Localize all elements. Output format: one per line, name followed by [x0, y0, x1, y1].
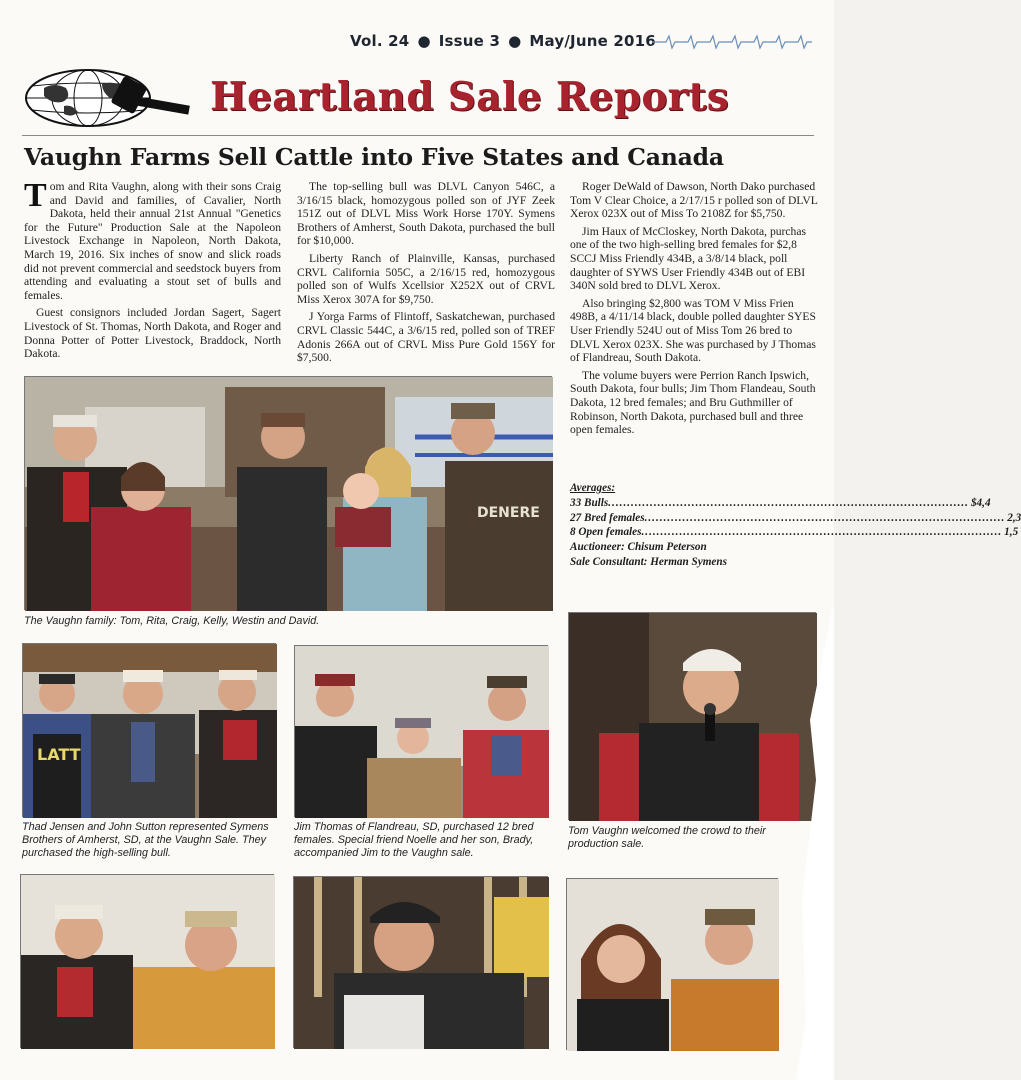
- bottom-photo-1: [20, 874, 274, 1048]
- globe-gavel-logo-icon: [24, 66, 194, 130]
- torn-page-edge: [794, 600, 834, 1080]
- symens-photo-caption: Thad Jensen and John Sutton represented Symens Brothers of Amherst, SD, at the Vaughn Sale. They purchased the high-selling bull.: [22, 821, 269, 859]
- article-paragraph: The volume buyers were Perrion Ranch Ipswich, South Dakota, four bulls; Jim Thom Flandeau, South Dakota, 12 bred females; and Bru Guthmiller of Robinson, North Dakota, purchased bull and three open females.: [570, 368, 816, 437]
- article-paragraph: Tom and Rita Vaughn, along with their sons Craig and David and families, of Cavalier, North Dakota, held their annual 21st Annual "Genetics for the Future" Production Sale at the Napoleon Livestock Exchange in Napoleon, North Dakota, March 19, 2016. Six inches of snow and slick roads did not prevent commercial and seedstock buyers from attending and evaluating a stout set of bulls and females.: [24, 177, 281, 302]
- issue-line: Vol. 24 ● Issue 3 ● May/June 2016: [350, 32, 656, 50]
- heartbeat-line-icon: [652, 32, 812, 52]
- article-paragraph: J Yorga Farms of Flintoff, Saskatchewan, purchased CRVL Classic 544C, a 3/6/15 red, polled son of TREF Adonis 266A out of CRVL Miss Pure Gold 156Y for $7,500.: [297, 310, 555, 365]
- article-paragraph: Guest consignors included Jordan Sagert, Sagert Livestock of St. Thomas, North Dakota, and Roger and Donna Potter of Potter Livestock, Braddock, North Dakota.: [24, 306, 281, 361]
- article-paragraph: Roger DeWald of Dawson, North Dako purchased Tom V Clear Choice, a 2/17/15 r polled son of DLVL Xerox 023X out of Miss To 2108Z for $5,750.: [570, 180, 818, 221]
- article-paragraph: Also bringing $2,800 was TOM V Miss Frien 498B, a 4/11/14 black, double polled daughter SYES User Friendly 524U out of Miss Tom 26 bred to DLVL Xerox 023X. She was purchased by J Thomas of Flandreau, South Dakota.: [570, 296, 816, 365]
- shirt-text: LATT: [37, 745, 81, 764]
- issue-date: May/June 2016: [529, 32, 656, 50]
- sale-averages: [570, 481, 1021, 570]
- tom-speaking-caption: Tom Vaughn welcomed the crowd to their production sale.: [568, 825, 766, 850]
- average-row: 33 Bulls ............................................................................................... $4,4: [570, 496, 991, 509]
- auctioneer-line: Auctioneer: Chisum Peterson: [570, 541, 707, 554]
- symens-photo: [22, 643, 276, 817]
- thomas-photo: [294, 645, 548, 817]
- average-row: 27 Bred females ............................................................................................... 2,3: [570, 511, 1021, 524]
- drop-cap: T: [24, 177, 47, 214]
- bottom-photo-3: [566, 878, 778, 1050]
- article-column-1: [24, 177, 281, 365]
- article-paragraph: Jim Haux of McCloskey, North Dakota, purchas one of the two high-selling bred females for $2,8 SCCJ Miss Friendly 434B, a 3/8/14 black, poll daughter of SYWS User Friendly 434B out of EBI 340N sold bred to DLVL Xerox.: [570, 224, 806, 293]
- volume: Vol. 24: [350, 32, 410, 50]
- hoodie-text: DENERE: [477, 505, 540, 521]
- consultant-line: Sale Consultant: Herman Symens: [570, 555, 727, 568]
- bottom-photo-2: [293, 876, 548, 1048]
- averages-heading: Averages:: [570, 482, 616, 494]
- article-column-2: [297, 180, 555, 369]
- issue: Issue 3: [438, 32, 501, 50]
- family-photo-caption: The Vaughn family: Tom, Rita, Craig, Kelly, Westin and David.: [24, 615, 320, 627]
- article-column-3: [570, 180, 818, 441]
- tom-speaking-photo: [568, 612, 816, 820]
- thomas-photo-caption: Jim Thomas of Flandreau, SD, purchased 12 bred females. Special friend Noelle and her son, Brady, accompanied Jim to the Vaughn sale.: [294, 821, 534, 859]
- average-row: 8 Open females ............................................................................................... 1,5: [570, 526, 1019, 539]
- header-divider: [22, 135, 814, 136]
- family-photo: [24, 376, 552, 610]
- article-paragraph: Liberty Ranch of Plainville, Kansas, purchased CRVL California 505C, a 2/16/15 red, homozygous polled son of Wulfs Xcellsior X252X out of CRVL Miss Xerox 307A for $9,750.: [297, 251, 555, 306]
- article-paragraph: The top-selling bull was DLVL Canyon 546C, a 3/16/15 black, homozygous polled son of JYF Zeek 151Z out of DLVL Miss Work Horse 170Y. Symens Brothers of Amherst, South Dakota, purchased the bull for $10,000.: [297, 180, 555, 248]
- masthead-title: Heartland Sale Reports: [210, 74, 730, 120]
- article-headline: Vaughn Farms Sell Cattle into Five States and Canada: [24, 143, 724, 171]
